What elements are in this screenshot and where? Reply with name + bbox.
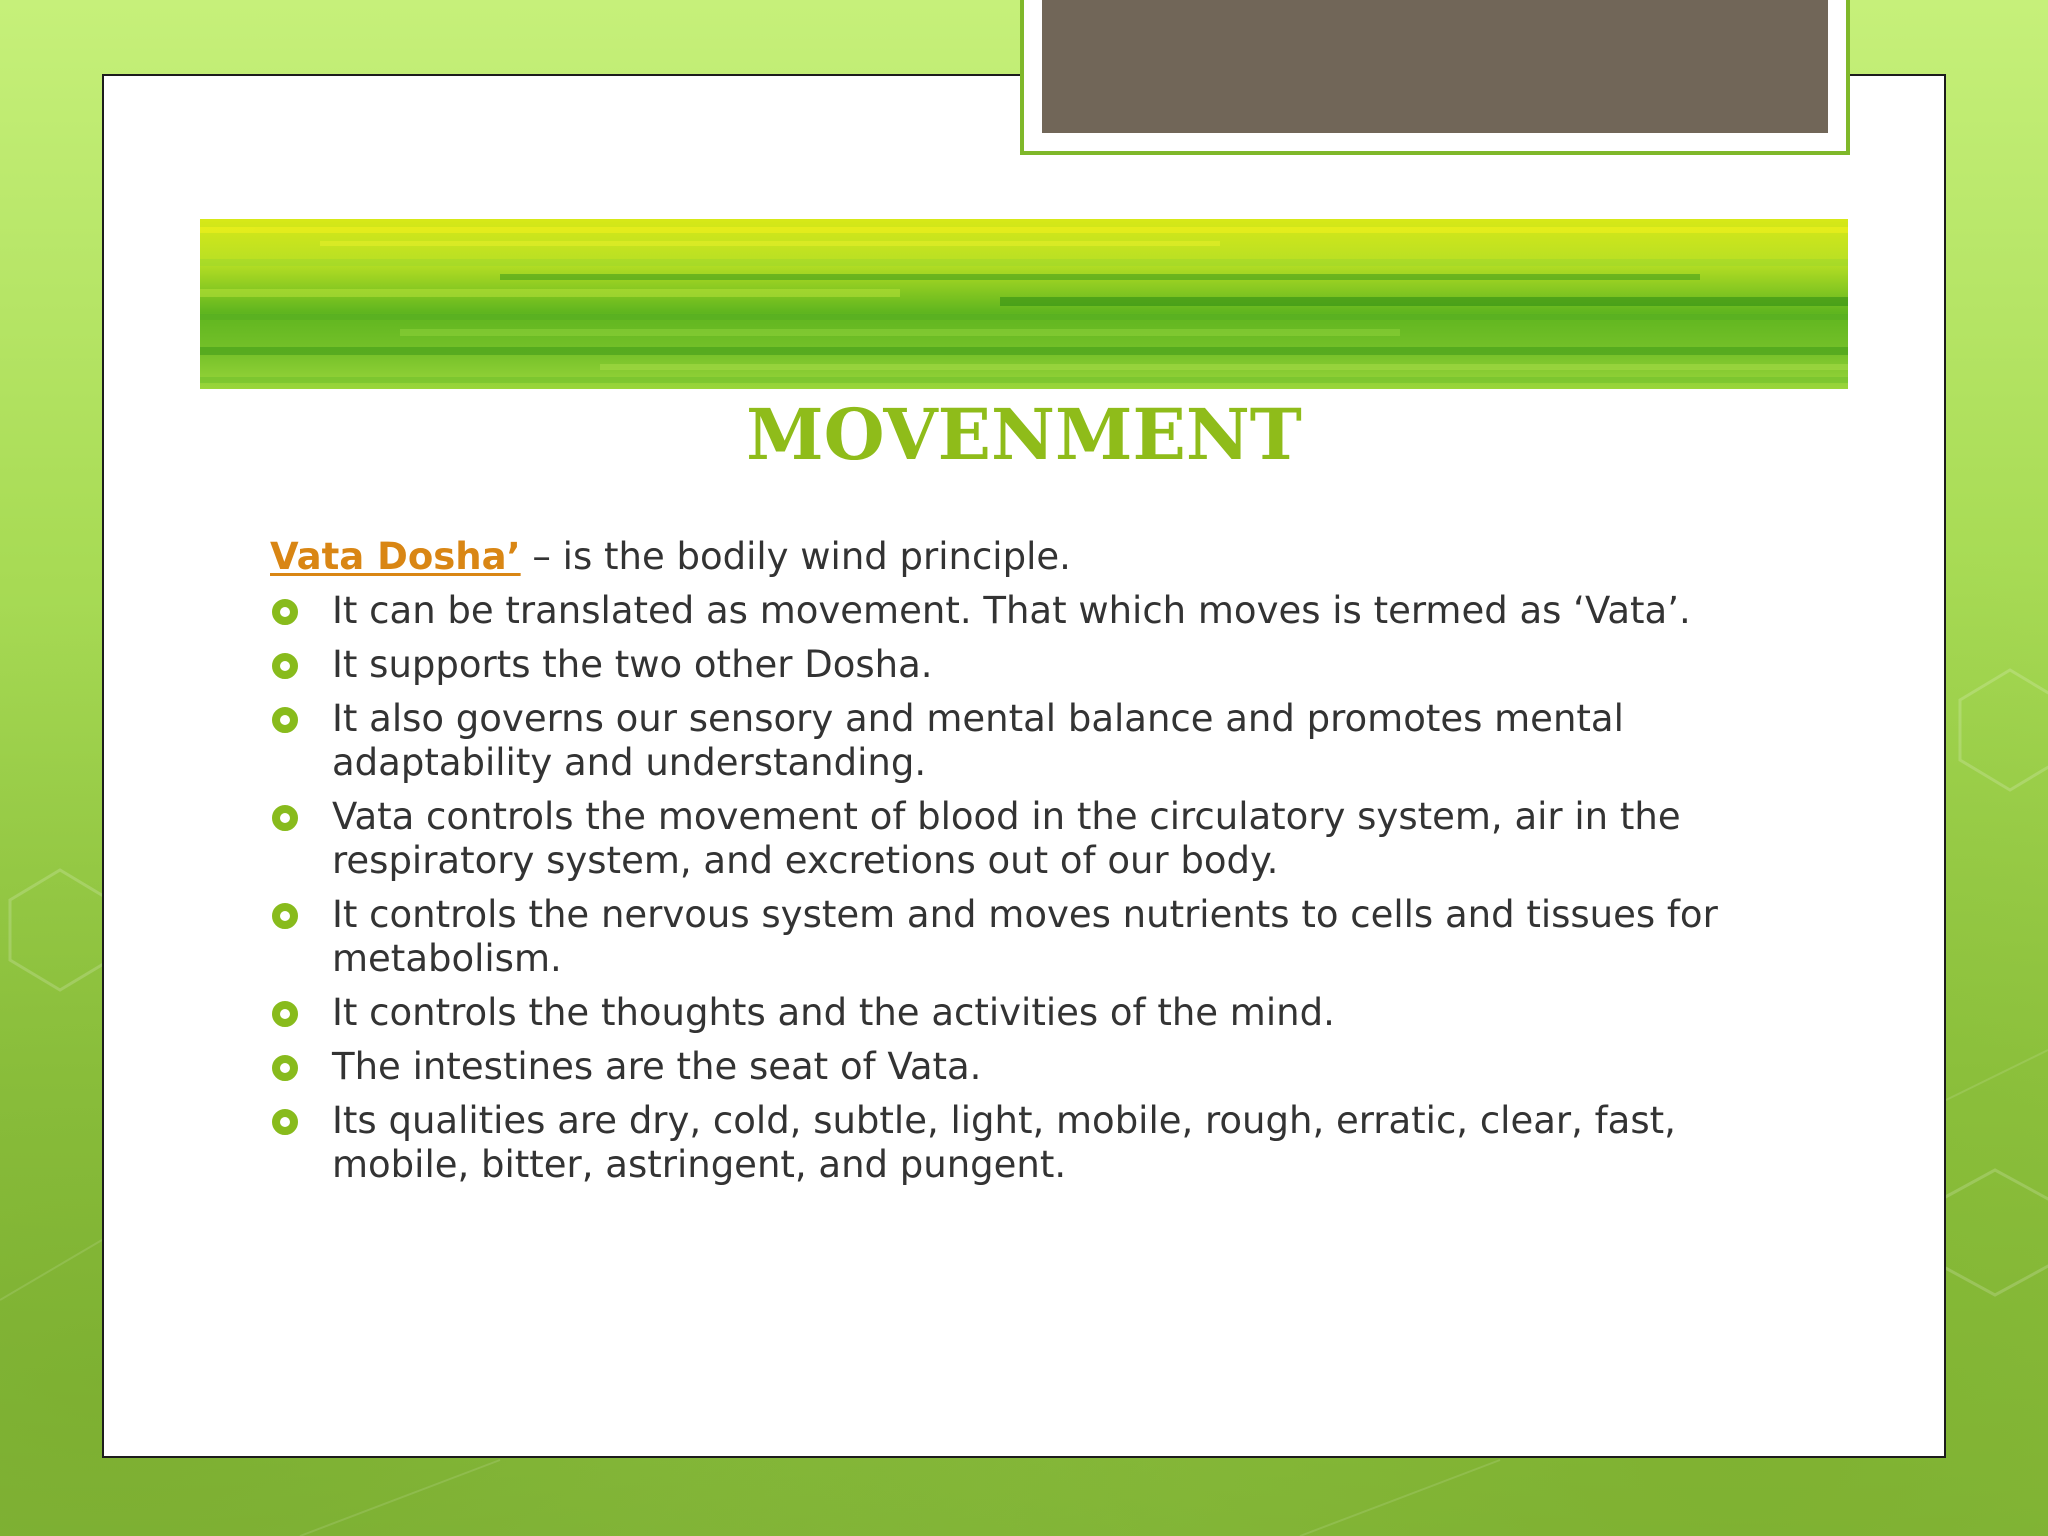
intro-line [270,535,1730,579]
top-plaque [1020,0,1850,155]
list-item [270,589,1730,633]
list-item [270,893,1730,981]
hollow-circle-bullet-icon [272,653,298,679]
hollow-circle-bullet-icon [272,707,298,733]
bullet-text: It can be translated as movement. That which moves is termed as ‘Vata’. [332,589,1691,632]
top-plaque-fill [1042,0,1828,133]
slide-title: MOVENMENT [746,393,1302,476]
list-item [270,643,1730,687]
bullet-list [270,589,1730,1187]
list-item [270,697,1730,785]
list-item [270,1099,1730,1187]
list-item [270,1045,1730,1089]
bullet-text: The intestines are the seat of Vata. [332,1045,982,1088]
intro-text: – is the bodily wind principle. [520,535,1071,578]
slide-body [270,535,1730,1197]
list-item [270,795,1730,883]
hollow-circle-bullet-icon [272,1109,298,1135]
intro-term-link[interactable]: Vata Dosha’ [270,535,521,578]
hollow-circle-bullet-icon [272,599,298,625]
hollow-circle-bullet-icon [272,903,298,929]
bullet-text: Vata controls the movement of blood in the circulatory system, air in the respiratory system, and excretions out of our body. [332,795,1681,882]
grass-banner-image [200,219,1848,389]
bullet-text: It controls the nervous system and moves nutrients to cells and tissues for metabolism. [332,893,1718,980]
bullet-text: Its qualities are dry, cold, subtle, light, mobile, rough, erratic, clear, fast, mobile, bitter, astringent, and pungent. [332,1099,1676,1186]
bullet-text: It also governs our sensory and mental balance and promotes mental adaptability and understanding. [332,697,1624,784]
hollow-circle-bullet-icon [272,805,298,831]
bullet-text: It supports the two other Dosha. [332,643,933,686]
list-item [270,991,1730,1035]
bullet-text: It controls the thoughts and the activities of the mind. [332,991,1335,1034]
hollow-circle-bullet-icon [272,1055,298,1081]
hollow-circle-bullet-icon [272,1001,298,1027]
